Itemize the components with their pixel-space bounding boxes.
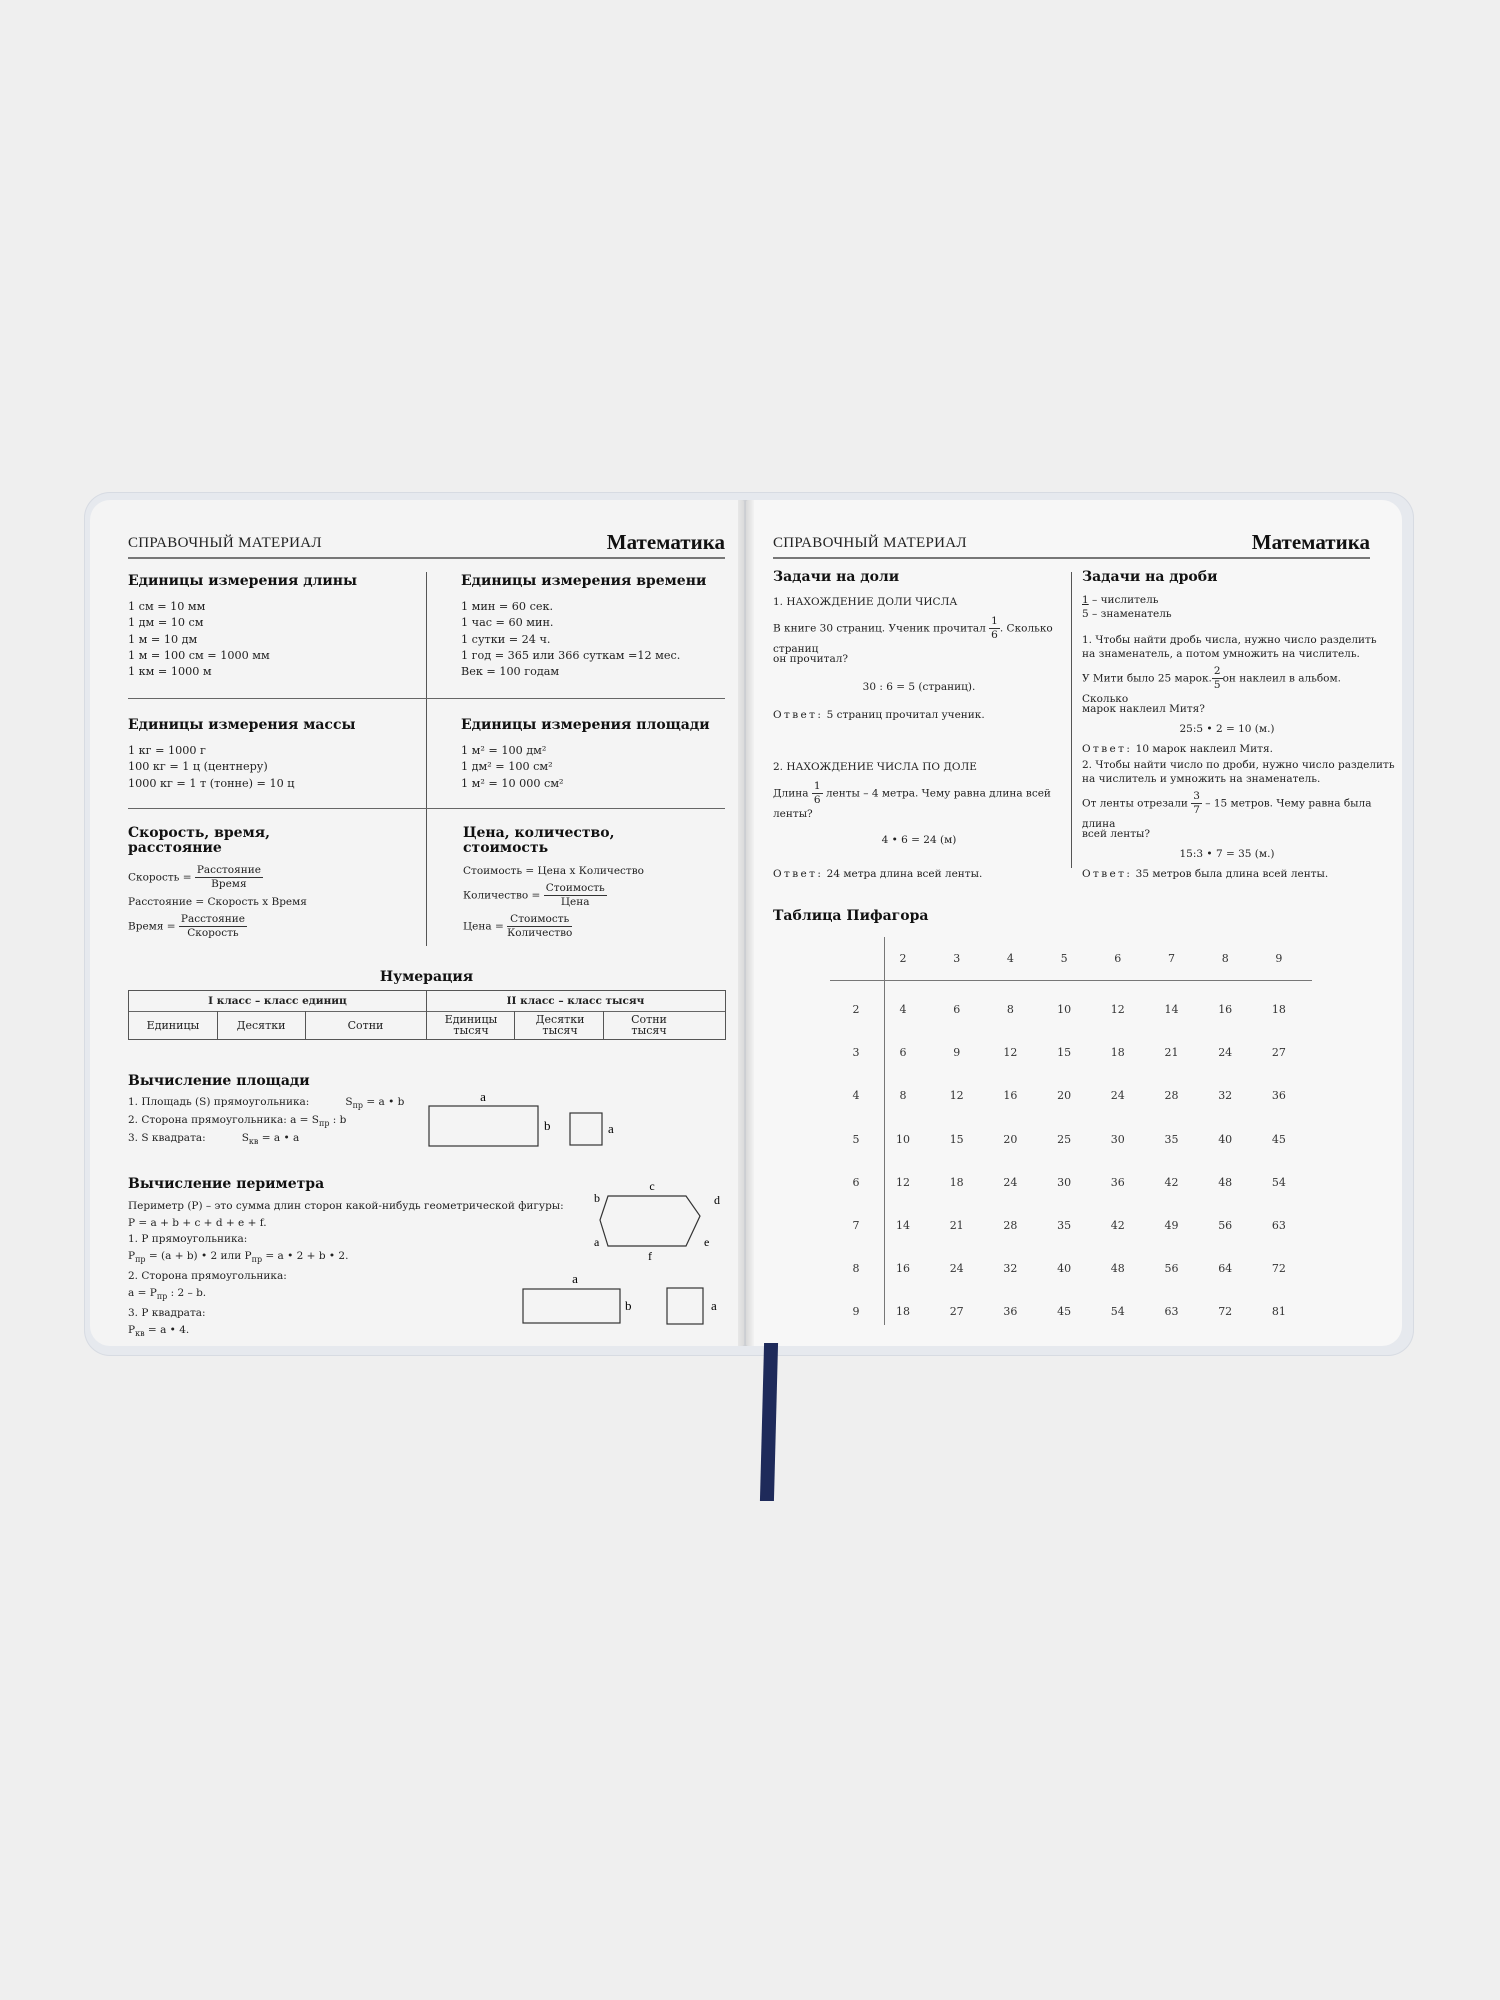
fraction-denominator: 5: [1213, 679, 1221, 691]
perimeter-rule-1: 1. Р прямоугольника:: [128, 1233, 248, 1245]
pythagoras-cell: 54: [1110, 1305, 1125, 1319]
pythagoras-cell: 4: [899, 1003, 907, 1016]
pythagoras-cell: 20: [1057, 1089, 1072, 1103]
pythagoras-cell: 30: [1057, 1175, 1072, 1189]
square-shape: [570, 1113, 602, 1145]
perimeter-rect-side-a: a: [572, 1271, 578, 1286]
hex-label-e: e: [704, 1235, 710, 1249]
numeration-title: Нумерация: [379, 969, 474, 985]
right-header-subject: Математика: [1251, 530, 1370, 554]
fractions-task-2-text: От ленты отрезали: [1082, 797, 1188, 810]
pythagoras-row-label: 3: [852, 1046, 860, 1060]
fraction-denominator: 6: [991, 629, 998, 641]
fraction-denominator: 6: [813, 794, 821, 806]
fractions-rule-1-cont: на знаменатель, а потом умножить на числитель.: [1082, 648, 1360, 660]
pythagoras-header-cell: 2: [899, 952, 907, 965]
fractions-rule-2: 2. Чтобы найти число по дроби, нужно число разделить: [1082, 759, 1395, 771]
pythagoras-cell: 18: [1110, 1046, 1125, 1060]
length-line: 1 км = 1000 м: [128, 665, 212, 679]
pythagoras-cell: 12: [1003, 1046, 1018, 1060]
pythagoras-cell: 18: [949, 1175, 964, 1189]
pythagoras-cell: 10: [896, 1132, 910, 1146]
rectangle-shape: [429, 1106, 538, 1146]
pythagoras-row-label: 9: [852, 1305, 860, 1319]
hex-label-c: c: [649, 1179, 655, 1193]
pythagoras-cell: 72: [1218, 1305, 1233, 1319]
time-line: 1 час = 60 мин.: [461, 616, 554, 630]
fraction-numerator: 1: [991, 615, 998, 627]
speed-formula-left: Скорость =: [128, 871, 192, 884]
speed-title-line2: расстояние: [128, 840, 222, 856]
hexagon-shape: [600, 1196, 700, 1246]
area-rule-2: 2. Сторона прямоугольника: a = S: [128, 1114, 319, 1127]
fraction-numerator: 1: [813, 780, 821, 792]
pythagoras-cell: 9: [953, 1046, 961, 1060]
fraction-part-task-2-text-b: ленты – 4 метра. Чему равна длина всей ленты?: [773, 787, 1051, 820]
pythagoras-cell: 10: [1057, 1003, 1072, 1016]
speed-block: [128, 826, 418, 940]
pythagoras-cell: 42: [1164, 1175, 1179, 1189]
fraction-numerator: 3: [1193, 790, 1200, 802]
area-units-title: Единицы измерения площади: [461, 717, 710, 733]
fraction-part-calc-1: 30 : 6 = 5 (страниц).: [862, 681, 976, 693]
perimeter-square-side: a: [711, 1298, 717, 1313]
perimeter-figures-diagram: [515, 1268, 730, 1328]
pythagoras-cell: 40: [1218, 1132, 1233, 1146]
price-title-line1: Цена, количество,: [463, 825, 615, 841]
pythagoras-cell: 12: [896, 1175, 910, 1189]
pythagoras-cell: 32: [1003, 1262, 1018, 1276]
pythagoras-cell: 6: [953, 1003, 961, 1016]
numeration-col: Сотни: [347, 1018, 384, 1032]
fraction-part-answer-1: 5 страниц прочитал ученик.: [826, 709, 985, 721]
fraction-part-block: [773, 570, 1065, 881]
perimeter-subscript: кв: [135, 1328, 145, 1338]
pythagoras-cell: 40: [1057, 1262, 1072, 1276]
hex-label-a: a: [594, 1235, 600, 1249]
perimeter-symbol: P: [128, 1323, 136, 1336]
pythagoras-cell: 8: [899, 1089, 907, 1103]
perimeter-rect-side-b: b: [625, 1298, 632, 1313]
answer-label: Ответ:: [773, 868, 824, 880]
area-rule-2-formula: : b: [329, 1114, 347, 1127]
length-line: 1 см = 10 мм: [128, 600, 206, 613]
distance-formula: Расстояние = Скорость х Время: [128, 896, 307, 908]
pythagoras-cell: 64: [1218, 1262, 1233, 1276]
time-line: Век = 100 годам: [461, 665, 560, 679]
area-rule-1-formula: = a • b: [363, 1096, 405, 1108]
pythagoras-header-cell: 4: [1006, 952, 1014, 965]
perimeter-rule-1-formula-a: = (a + b) • 2 или P: [145, 1249, 252, 1262]
pythagoras-cell: 21: [1164, 1046, 1179, 1060]
area-line: 1 м² = 100 дм²: [461, 744, 547, 757]
area-subscript: кв: [248, 1137, 259, 1147]
units-grid-rule-2: [128, 808, 725, 809]
pythagoras-row-label: 2: [852, 1003, 860, 1016]
pythagoras-cell: 14: [1164, 1003, 1179, 1016]
pythagoras-row-label: 4: [852, 1089, 860, 1103]
pythagoras-cell: 28: [1164, 1089, 1179, 1103]
pythagoras-cell: 16: [1003, 1089, 1018, 1103]
pythagoras-header-cell: 7: [1168, 952, 1175, 965]
pythagoras-cell: 16: [1218, 1003, 1233, 1016]
pythagoras-cell: 81: [1271, 1305, 1286, 1319]
fractions-rule-1: 1. Чтобы найти дробь числа, нужно число разделить: [1082, 634, 1377, 646]
pythagoras-cell: 28: [1003, 1219, 1018, 1232]
fractions-answer-1: 10 марок наклеил Митя.: [1135, 743, 1273, 755]
numeration-col: Десятки: [236, 1018, 286, 1032]
time-formula-left: Время =: [128, 920, 176, 933]
pythagoras-cell: 8: [1006, 1003, 1014, 1016]
fraction-part-section-1: 1. НАХОЖДЕНИЕ ДОЛИ ЧИСЛА: [773, 596, 958, 608]
area-line: 1 дм² = 100 см²: [461, 760, 553, 774]
pythagoras-table: [830, 935, 1312, 1325]
pythagoras-cell: 24: [1003, 1175, 1018, 1189]
fraction-part-task-1-question: он прочитал?: [773, 653, 849, 665]
left-header-label: СПРАВОЧНЫЙ МАТЕРИАЛ: [128, 535, 322, 551]
fraction-part-task-1-text: В книге 30 страниц. Ученик прочитал: [773, 622, 986, 635]
price-formula-left: Цена =: [463, 920, 504, 933]
pythagoras-cell: 30: [1110, 1132, 1125, 1146]
fractions-answer-2: 35 метров была длина всей ленты.: [1135, 868, 1329, 880]
bookmark-ribbon[interactable]: [760, 1343, 778, 1501]
fractions-block: [1082, 569, 1395, 881]
quantity-formula-numerator: Стоимость: [545, 882, 605, 894]
fractions-task-1-text-b: он наклеил в альбом. Сколько: [1082, 672, 1342, 705]
pythagoras-cell: 48: [1110, 1262, 1125, 1276]
area-line: 1 м² = 10 000 см²: [461, 776, 564, 790]
numeration-col: Единицы тысяч: [444, 1013, 498, 1037]
price-formula-numerator: Стоимость: [507, 913, 572, 927]
area-figures-diagram: [420, 1085, 630, 1155]
numerator-label: – числитель: [1088, 594, 1159, 606]
area-symbol: S: [345, 1096, 353, 1108]
denominator-example: 5: [1082, 607, 1089, 620]
fraction-numerator: 2: [1213, 665, 1221, 677]
fractions-divider: [1071, 572, 1072, 868]
pythagoras-cell: 35: [1164, 1132, 1179, 1146]
numeration-class-thousands: II класс – класс тысяч: [506, 994, 645, 1007]
pythagoras-cell: 12: [1110, 1003, 1125, 1016]
time-units-title: Единицы измерения времени: [461, 573, 707, 589]
pythagoras-cell: 25: [1057, 1132, 1072, 1146]
pythagoras-cell: 18: [896, 1305, 910, 1319]
perimeter-rule-3: 3. Р квадрата:: [128, 1307, 206, 1320]
fraction-part-calc-2: 4 • 6 = 24 (м): [881, 834, 957, 846]
numeration-col: Десятки тысяч: [535, 1013, 585, 1037]
quantity-formula-denominator: Цена: [560, 896, 590, 908]
pythagoras-cell: 35: [1057, 1219, 1072, 1232]
pythagoras-cell: 72: [1271, 1262, 1286, 1276]
length-line: 1 м = 10 дм: [128, 632, 198, 646]
pythagoras-cell: 48: [1218, 1175, 1233, 1189]
page-gutter: [738, 500, 754, 1346]
perimeter-square-shape: [667, 1288, 703, 1324]
pythagoras-cell: 63: [1271, 1219, 1286, 1232]
pythagoras-cell: 6: [899, 1046, 907, 1060]
mass-line: 1 кг = 1000 г: [128, 744, 206, 757]
time-formula-denominator: Скорость: [187, 927, 239, 939]
area-symbol: S: [241, 1132, 249, 1145]
pythagoras-cell: 45: [1271, 1132, 1286, 1146]
perimeter-subscript: пр: [135, 1254, 146, 1264]
left-header-rule: [128, 557, 725, 559]
area-rule-3: 3. S квадрата:: [128, 1132, 206, 1145]
time-line: 1 мин = 60 сек.: [461, 600, 554, 613]
pythagoras-cell: 18: [1271, 1003, 1286, 1016]
cost-formula: Стоимость = Цена х Количество: [463, 865, 644, 877]
area-subscript: пр: [352, 1101, 364, 1111]
pythagoras-row-label: 5: [852, 1132, 860, 1146]
answer-label: Ответ:: [1082, 743, 1133, 755]
fractions-task-2-question: всей ленты?: [1082, 828, 1151, 840]
perimeter-text: [128, 1198, 564, 1342]
pythagoras-cell: 42: [1110, 1219, 1125, 1232]
pythagoras-cell: 56: [1218, 1219, 1233, 1232]
perimeter-rule-2: 2. Сторона прямоугольника:: [128, 1270, 287, 1283]
pythagoras-cell: 24: [1110, 1089, 1125, 1103]
hex-label-b: b: [594, 1191, 600, 1205]
area-units-block: [461, 718, 710, 792]
fractions-task-1-text: У Мити было 25 марок.: [1082, 672, 1212, 685]
perimeter-symbol: P: [128, 1249, 136, 1262]
fractions-calc-1: 25:5 • 2 = 10 (м.): [1179, 723, 1275, 735]
pythagoras-row-label: 6: [852, 1175, 860, 1189]
pythagoras-cell: 54: [1271, 1175, 1286, 1189]
perimeter-rule-2-formula-a: a = P: [128, 1286, 157, 1299]
fractions-calc-2: 15:3 • 7 = 35 (м.): [1179, 848, 1275, 860]
pythagoras-cell: 45: [1057, 1305, 1072, 1319]
perimeter-formula: P = a + b + c + d + e + f.: [128, 1216, 267, 1229]
quantity-formula-left: Количество =: [463, 889, 541, 902]
fractions-task-2-text-b: – 15 метров. Чему равна была длина: [1082, 797, 1372, 830]
pythagoras-cell: 63: [1164, 1305, 1179, 1319]
fraction-part-section-2: 2. НАХОЖДЕНИЕ ЧИСЛА ПО ДОЛЕ: [773, 761, 977, 773]
pythagoras-cell: 32: [1218, 1089, 1233, 1103]
pythagoras-cell: 36: [1110, 1175, 1125, 1189]
pythagoras-cell: 56: [1164, 1262, 1179, 1276]
perimeter-rectangle-shape: [523, 1289, 620, 1323]
time-formula-numerator: Расстояние: [180, 913, 245, 925]
numeration-class-units: I класс – класс единиц: [208, 994, 347, 1007]
area-rule-3-formula: = a • a: [258, 1132, 300, 1145]
area-rule-1: 1. Площадь (S) прямоугольника:: [128, 1096, 310, 1108]
answer-label: Ответ:: [773, 709, 824, 721]
right-header-label: СПРАВОЧНЫЙ МАТЕРИАЛ: [773, 535, 967, 551]
pythagoras-cell: 27: [949, 1305, 964, 1319]
pythagoras-header-cell: 5: [1060, 952, 1068, 965]
perimeter-rule-3-formula: = a • 4.: [144, 1323, 190, 1336]
pythagoras-header-cell: 6: [1114, 952, 1122, 965]
pythagoras-cell: 14: [896, 1219, 910, 1232]
fractions-title: Задачи на дроби: [1082, 569, 1218, 585]
pythagoras-header-cell: 8: [1221, 952, 1229, 965]
numerator-example: 1: [1082, 594, 1089, 606]
right-header-rule: [773, 557, 1370, 559]
answer-label: Ответ:: [1082, 868, 1133, 880]
perimeter-rule-1-formula-b: = a • 2 + b • 2.: [262, 1249, 349, 1262]
mass-units-block: [128, 718, 356, 792]
area-calc-title: Вычисление площади: [128, 1073, 310, 1089]
pythagoras-cell: 20: [1003, 1132, 1018, 1146]
hex-label-f: f: [648, 1249, 652, 1263]
perimeter-subscript: пр: [251, 1254, 263, 1264]
area-calc-text: [128, 1095, 404, 1149]
mass-line: 1000 кг = 1 т (тонне) = 10 ц: [128, 776, 295, 790]
price-title-line2: стоимость: [463, 840, 549, 856]
fraction-denominator: 7: [1193, 804, 1200, 816]
speed-formula-numerator: Расстояние: [196, 864, 261, 876]
rect-side-a-label: a: [480, 1089, 486, 1104]
pythagoras-cell: 21: [949, 1219, 964, 1232]
numeration-col: Единицы: [146, 1018, 200, 1032]
pythagoras-cell: 36: [1271, 1089, 1286, 1103]
numeration-table: [128, 990, 726, 1040]
hex-label-d: d: [714, 1193, 720, 1207]
price-block: [463, 826, 723, 940]
hexagon-diagram: [588, 1176, 728, 1268]
fractions-rule-2-cont: на числитель и умножить на знаменатель.: [1082, 773, 1321, 785]
perimeter-title: Вычисление периметра: [128, 1176, 325, 1192]
length-line: 1 дм = 10 см: [128, 616, 204, 630]
perimeter-definition: Периметр (Р) – это сумма длин сторон какой-нибудь геометрической фигуры:: [128, 1200, 564, 1212]
fraction-part-answer-2: 24 метра длина всей ленты.: [826, 868, 983, 880]
perimeter-subscript: пр: [156, 1291, 168, 1301]
length-units-block: [128, 574, 357, 680]
pythagoras-cell: 27: [1271, 1046, 1286, 1060]
time-line: 1 сутки = 24 ч.: [461, 632, 551, 646]
pythagoras-title: Таблица Пифагора: [773, 908, 929, 924]
time-units-block: [461, 574, 706, 680]
denominator-label: – знаменатель: [1088, 607, 1172, 620]
pythagoras-cell: 24: [949, 1262, 964, 1276]
pythagoras-cell: 49: [1164, 1219, 1179, 1232]
pythagoras-row-label: 7: [852, 1219, 860, 1232]
price-formula-denominator: Количество: [507, 927, 573, 939]
pythagoras-cell: 16: [896, 1262, 910, 1276]
pythagoras-horizontal-rule: [830, 980, 1312, 981]
length-units-title: Единицы измерения длины: [128, 573, 358, 589]
pythagoras-header-cell: 3: [953, 952, 961, 965]
pythagoras-cell: 24: [1218, 1046, 1233, 1060]
pythagoras-cell: 12: [949, 1089, 964, 1103]
fractions-task-1-question: марок наклеил Митя?: [1082, 703, 1205, 715]
fraction-part-title: Задачи на доли: [773, 569, 900, 585]
perimeter-rule-2-formula-b: : 2 – b.: [167, 1286, 207, 1299]
units-grid-divider: [426, 572, 427, 946]
units-grid-rule-1: [128, 698, 725, 699]
speed-formula-denominator: Время: [211, 878, 247, 890]
pythagoras-cell: 15: [1057, 1046, 1072, 1060]
pythagoras-cell: 36: [1003, 1305, 1018, 1319]
rect-side-b-label: b: [544, 1118, 551, 1133]
mass-line: 100 кг = 1 ц (центнеру): [128, 760, 268, 774]
left-header-subject: Математика: [606, 530, 725, 554]
fraction-part-task-1-text-b: . Сколько страниц: [773, 622, 1053, 655]
pythagoras-cell: 15: [949, 1132, 964, 1146]
pythagoras-row-label: 8: [852, 1262, 860, 1276]
pythagoras-header-cell: 9: [1275, 952, 1283, 965]
numeration-col: Сотни тысяч: [631, 1013, 667, 1037]
length-line: 1 м = 100 см = 1000 мм: [128, 648, 270, 662]
mass-units-title: Единицы измерения массы: [128, 717, 356, 733]
area-subscript: пр: [319, 1119, 330, 1129]
time-line: 1 год = 365 или 366 суткам =12 мес.: [461, 648, 681, 662]
square-side-label: a: [608, 1121, 614, 1136]
speed-title-line1: Скорость, время,: [128, 825, 270, 841]
fraction-part-task-2-text: Длина: [773, 787, 809, 800]
